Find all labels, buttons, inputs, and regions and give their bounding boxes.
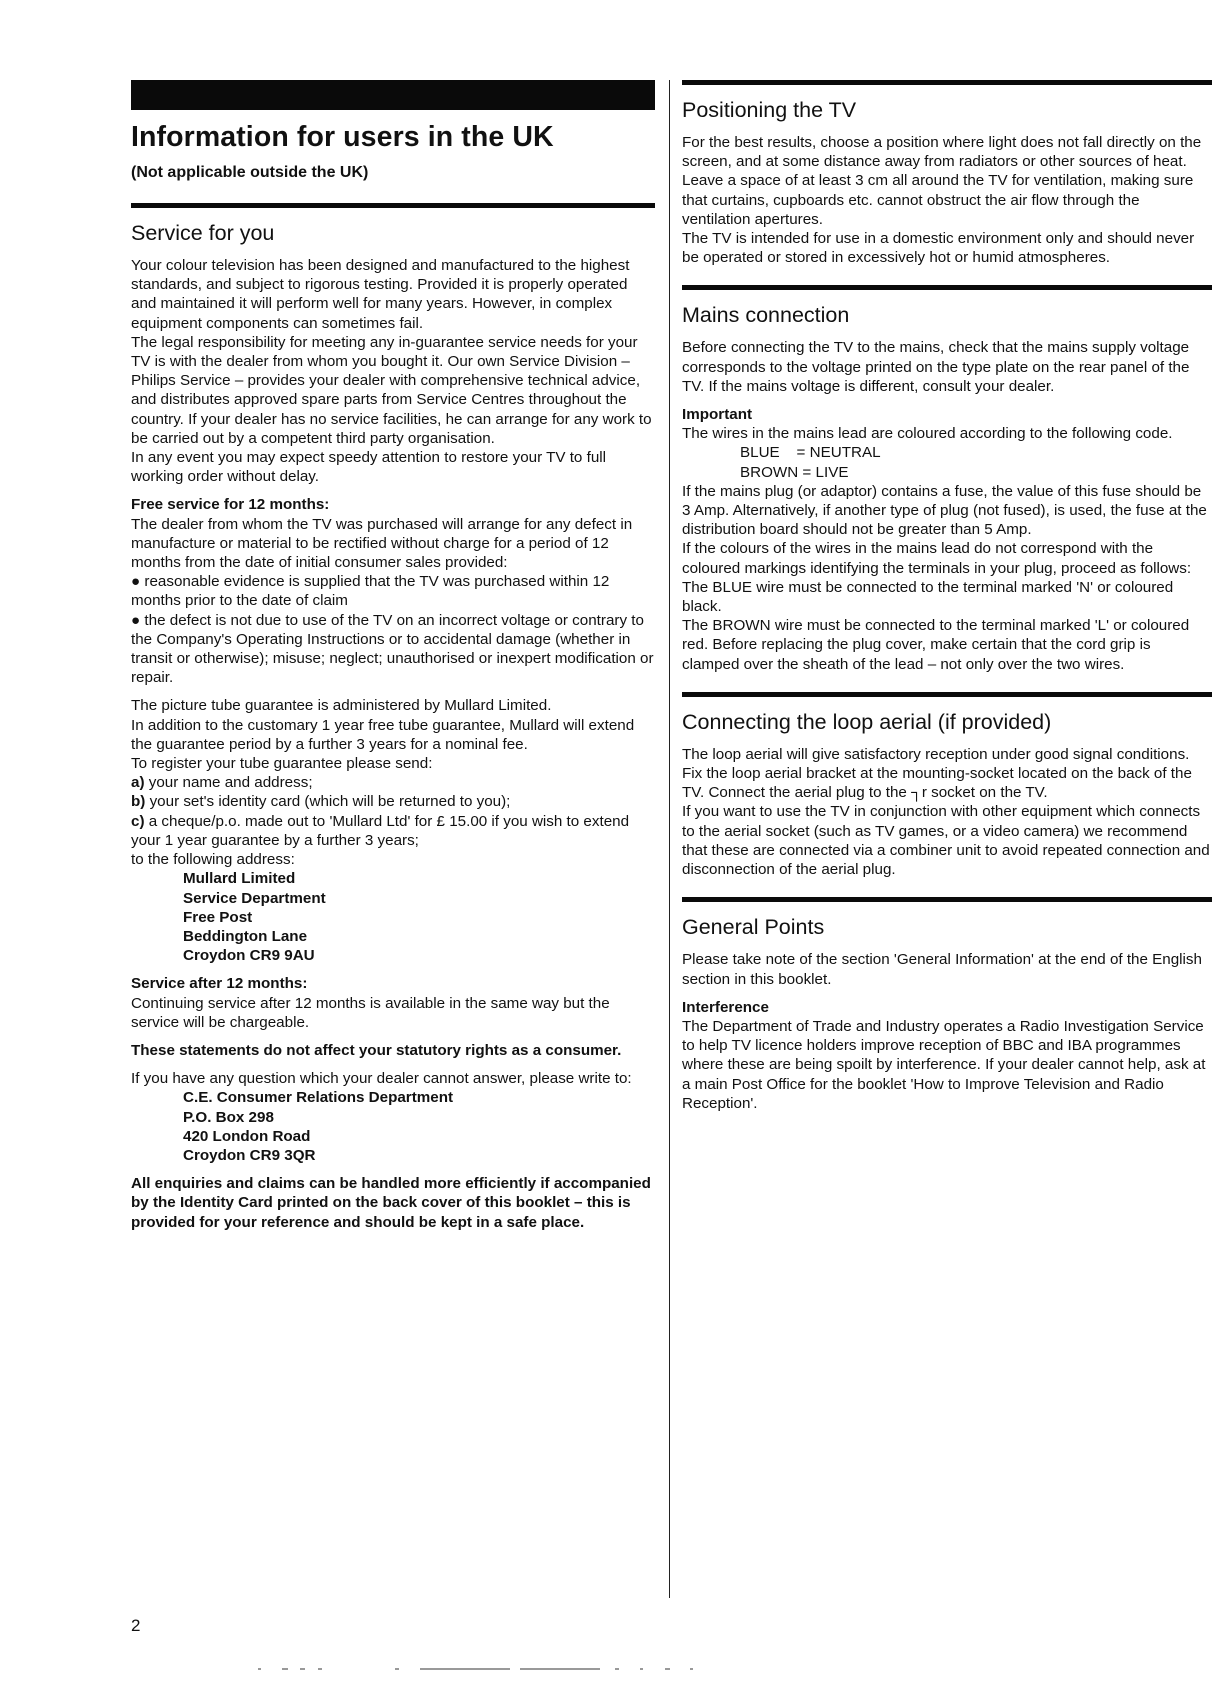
paragraph: The wires in the mains lead are coloured according to the following code. <box>682 425 1173 443</box>
paragraph: The legal responsibility for meeting any in-guarantee service needs for your TV is with the dealer from whom you bought it. Our own Service Division – Philips Service – provides your dealer with comprehensive technical advice, and distributes approved spare parts from Service Centres throughout the country. If your dealer has no service facilities, he can arrange for any work to be carried out by a competent third party organisation. <box>131 333 652 447</box>
paragraph: The picture tube guarantee is administered by Mullard Limited. <box>131 697 552 715</box>
scan-speck <box>520 1668 600 1670</box>
wire-code: BLUE = NEUTRAL BROWN = LIVE <box>740 444 881 481</box>
paragraph: The Department of Trade and Industry operates a Radio Investigation Service to help TV licence holders improve reception of BBC and IBA programmes where these are being spoilt by interference. If your dealer cannot help, ask at a main Post Office for the booklet 'How to Improve Television and Radio Reception'. <box>682 1017 1206 1112</box>
paragraph: The BLUE wire must be connected to the terminal marked 'N' or coloured black. <box>682 578 1174 616</box>
section-rule <box>682 692 1212 697</box>
scan-speck <box>282 1668 288 1670</box>
title-bar <box>131 80 655 110</box>
scan-speck <box>690 1668 693 1670</box>
scan-speck <box>318 1668 322 1670</box>
paragraph: If the colours of the wires in the mains lead do not correspond with the coloured markings identifying the terminals in your plug, proceed as follows: <box>682 540 1192 577</box>
bullet-icon: ● <box>131 573 141 591</box>
section-rule <box>682 80 1212 85</box>
register-item: c) a cheque/p.o. made out to 'Mullard Ltd' for £ 15.00 if you wish to extend your 1 year guarantee by a further 3 years; <box>131 812 630 849</box>
paragraph: In any event you may expect speedy attention to restore your TV to full working order without delay. <box>131 449 607 486</box>
ce-address: C.E. Consumer Relations Department P.O. Box 298 420 London Road Croydon CR9 3QR <box>183 1089 454 1164</box>
scan-speck <box>640 1668 643 1670</box>
page-number: 2 <box>131 1616 141 1635</box>
paragraph: The TV is intended for use in a domestic environment only and should never be operated or stored in excessively hot or humid atmospheres. <box>682 230 1195 267</box>
section-heading-service: Service for you <box>131 221 275 245</box>
scan-speck <box>665 1668 670 1670</box>
paragraph: to the following address: <box>131 851 295 869</box>
interference-heading: Interference <box>682 998 769 1016</box>
section-heading-loop-aerial: Connecting the loop aerial (if provided) <box>682 709 1052 734</box>
section-rule <box>131 203 655 208</box>
scan-speck <box>420 1668 510 1670</box>
scan-speck <box>615 1668 619 1670</box>
mullard-address: Mullard Limited Service Department Free Post Beddington Lane Croydon CR9 9AU <box>183 870 326 965</box>
enquiries-note: All enquiries and claims can be handled more efficiently if accompanied by the Identity Card printed on the back cover of this booklet – this is provided for your reference and should be kept in a safe place. <box>131 1175 651 1231</box>
paragraph: If you have any question which your dealer cannot answer, please write to: <box>131 1070 632 1088</box>
statutory-statement: These statements do not affect your statutory rights as a consumer. <box>131 1041 622 1059</box>
paragraph: For the best results, choose a position where light does not fall directly on the screen, and at some distance away from radiators or other sources of heat. Leave a space of at least 3 cm all around the TV for ventilation, making sure that curtains, cupboards etc. cannot obstruct the air flow through the ventilation apertures. <box>682 134 1202 228</box>
section-rule <box>682 285 1212 290</box>
paragraph: Continuing service after 12 months is available in the same way but the service will be chargeable. <box>131 994 610 1031</box>
scan-speck <box>258 1668 261 1670</box>
register-item: a) your name and address; <box>131 774 313 792</box>
paragraph: Please take note of the section 'General Information' at the end of the English section in this booklet. <box>682 951 1202 988</box>
paragraph: The dealer from whom the TV was purchased will arrange for any defect in manufacture or material to be rectified without charge for a period of 12 months from the date of initial consumer sales provided: <box>131 515 633 572</box>
paragraph: If you want to use the TV in conjunction with other equipment which connects to the aerial socket (such as TV games, or a video camera) we recommend that these are connected via a combiner unit to avoid repeated connection and disconnection of the aerial plug. <box>682 803 1210 879</box>
after-service-heading: Service after 12 months: <box>131 975 308 993</box>
column-divider <box>669 80 670 1598</box>
important-heading: Important <box>682 406 753 424</box>
page-title: Information for users in the UK <box>131 121 554 153</box>
paragraph: The BROWN wire must be connected to the terminal marked 'L' or coloured red. Before replacing the plug cover, make certain that the cord grip is clamped over the sheath of the lead – not only over the two wires. <box>682 617 1190 673</box>
bullet-icon: ● <box>131 611 141 629</box>
section-heading-general: General Points <box>682 915 825 940</box>
right-column <box>682 80 1212 1113</box>
paragraph: Before connecting the TV to the mains, check that the mains supply voltage corresponds to the voltage printed on the type plate on the rear panel of the TV. If the mains voltage is different, consult your dealer. <box>682 339 1190 395</box>
free-service-heading: Free service for 12 months: <box>131 496 330 514</box>
bullet-item: ● reasonable evidence is supplied that the TV was purchased within 12 months prior to the date of claim <box>131 573 610 610</box>
left-column <box>131 80 655 1232</box>
section-heading-mains: Mains connection <box>682 303 850 328</box>
scan-speck <box>300 1668 305 1670</box>
service-intro <box>131 256 655 486</box>
scan-speck <box>395 1668 399 1670</box>
register-item: b) your set's identity card (which will be returned to you); <box>131 793 511 811</box>
paragraph: If the mains plug (or adaptor) contains a fuse, the value of this fuse should be 3 Amp. Alternatively, if another type of plug (not fused), is used, the fuse at the distribution board should not be greater than 5 Amp. <box>682 482 1207 539</box>
section-rule <box>682 897 1212 902</box>
paragraph: To register your tube guarantee please send: <box>131 755 433 773</box>
section-heading-positioning: Positioning the TV <box>682 98 857 122</box>
paragraph: In addition to the customary 1 year free tube guarantee, Mullard will extend the guarantee period by a further 3 years for a nominal fee. <box>131 716 635 753</box>
page-subtitle: (Not applicable outside the UK) <box>131 164 369 181</box>
bullet-item: ● the defect is not due to use of the TV on an incorrect voltage or contrary to the Company's Operating Instructions or to accidental damage (whether in transit or otherwise); misuse; neglect; unauthorised or inexpert modification or repair. <box>131 611 654 687</box>
paragraph: Your colour television has been designed and manufactured to the highest standards, and subject to rigorous testing. Provided it is properly operated and maintained it will perform well for many years. However, in complex equipment components can sometimes fail. <box>131 257 630 332</box>
paragraph: The loop aerial will give satisfactory reception under good signal conditions. Fix the loop aerial bracket at the mounting-socket located on the back of the TV. Connect the aerial plug to the ┐r socket on the TV. <box>682 745 1192 802</box>
